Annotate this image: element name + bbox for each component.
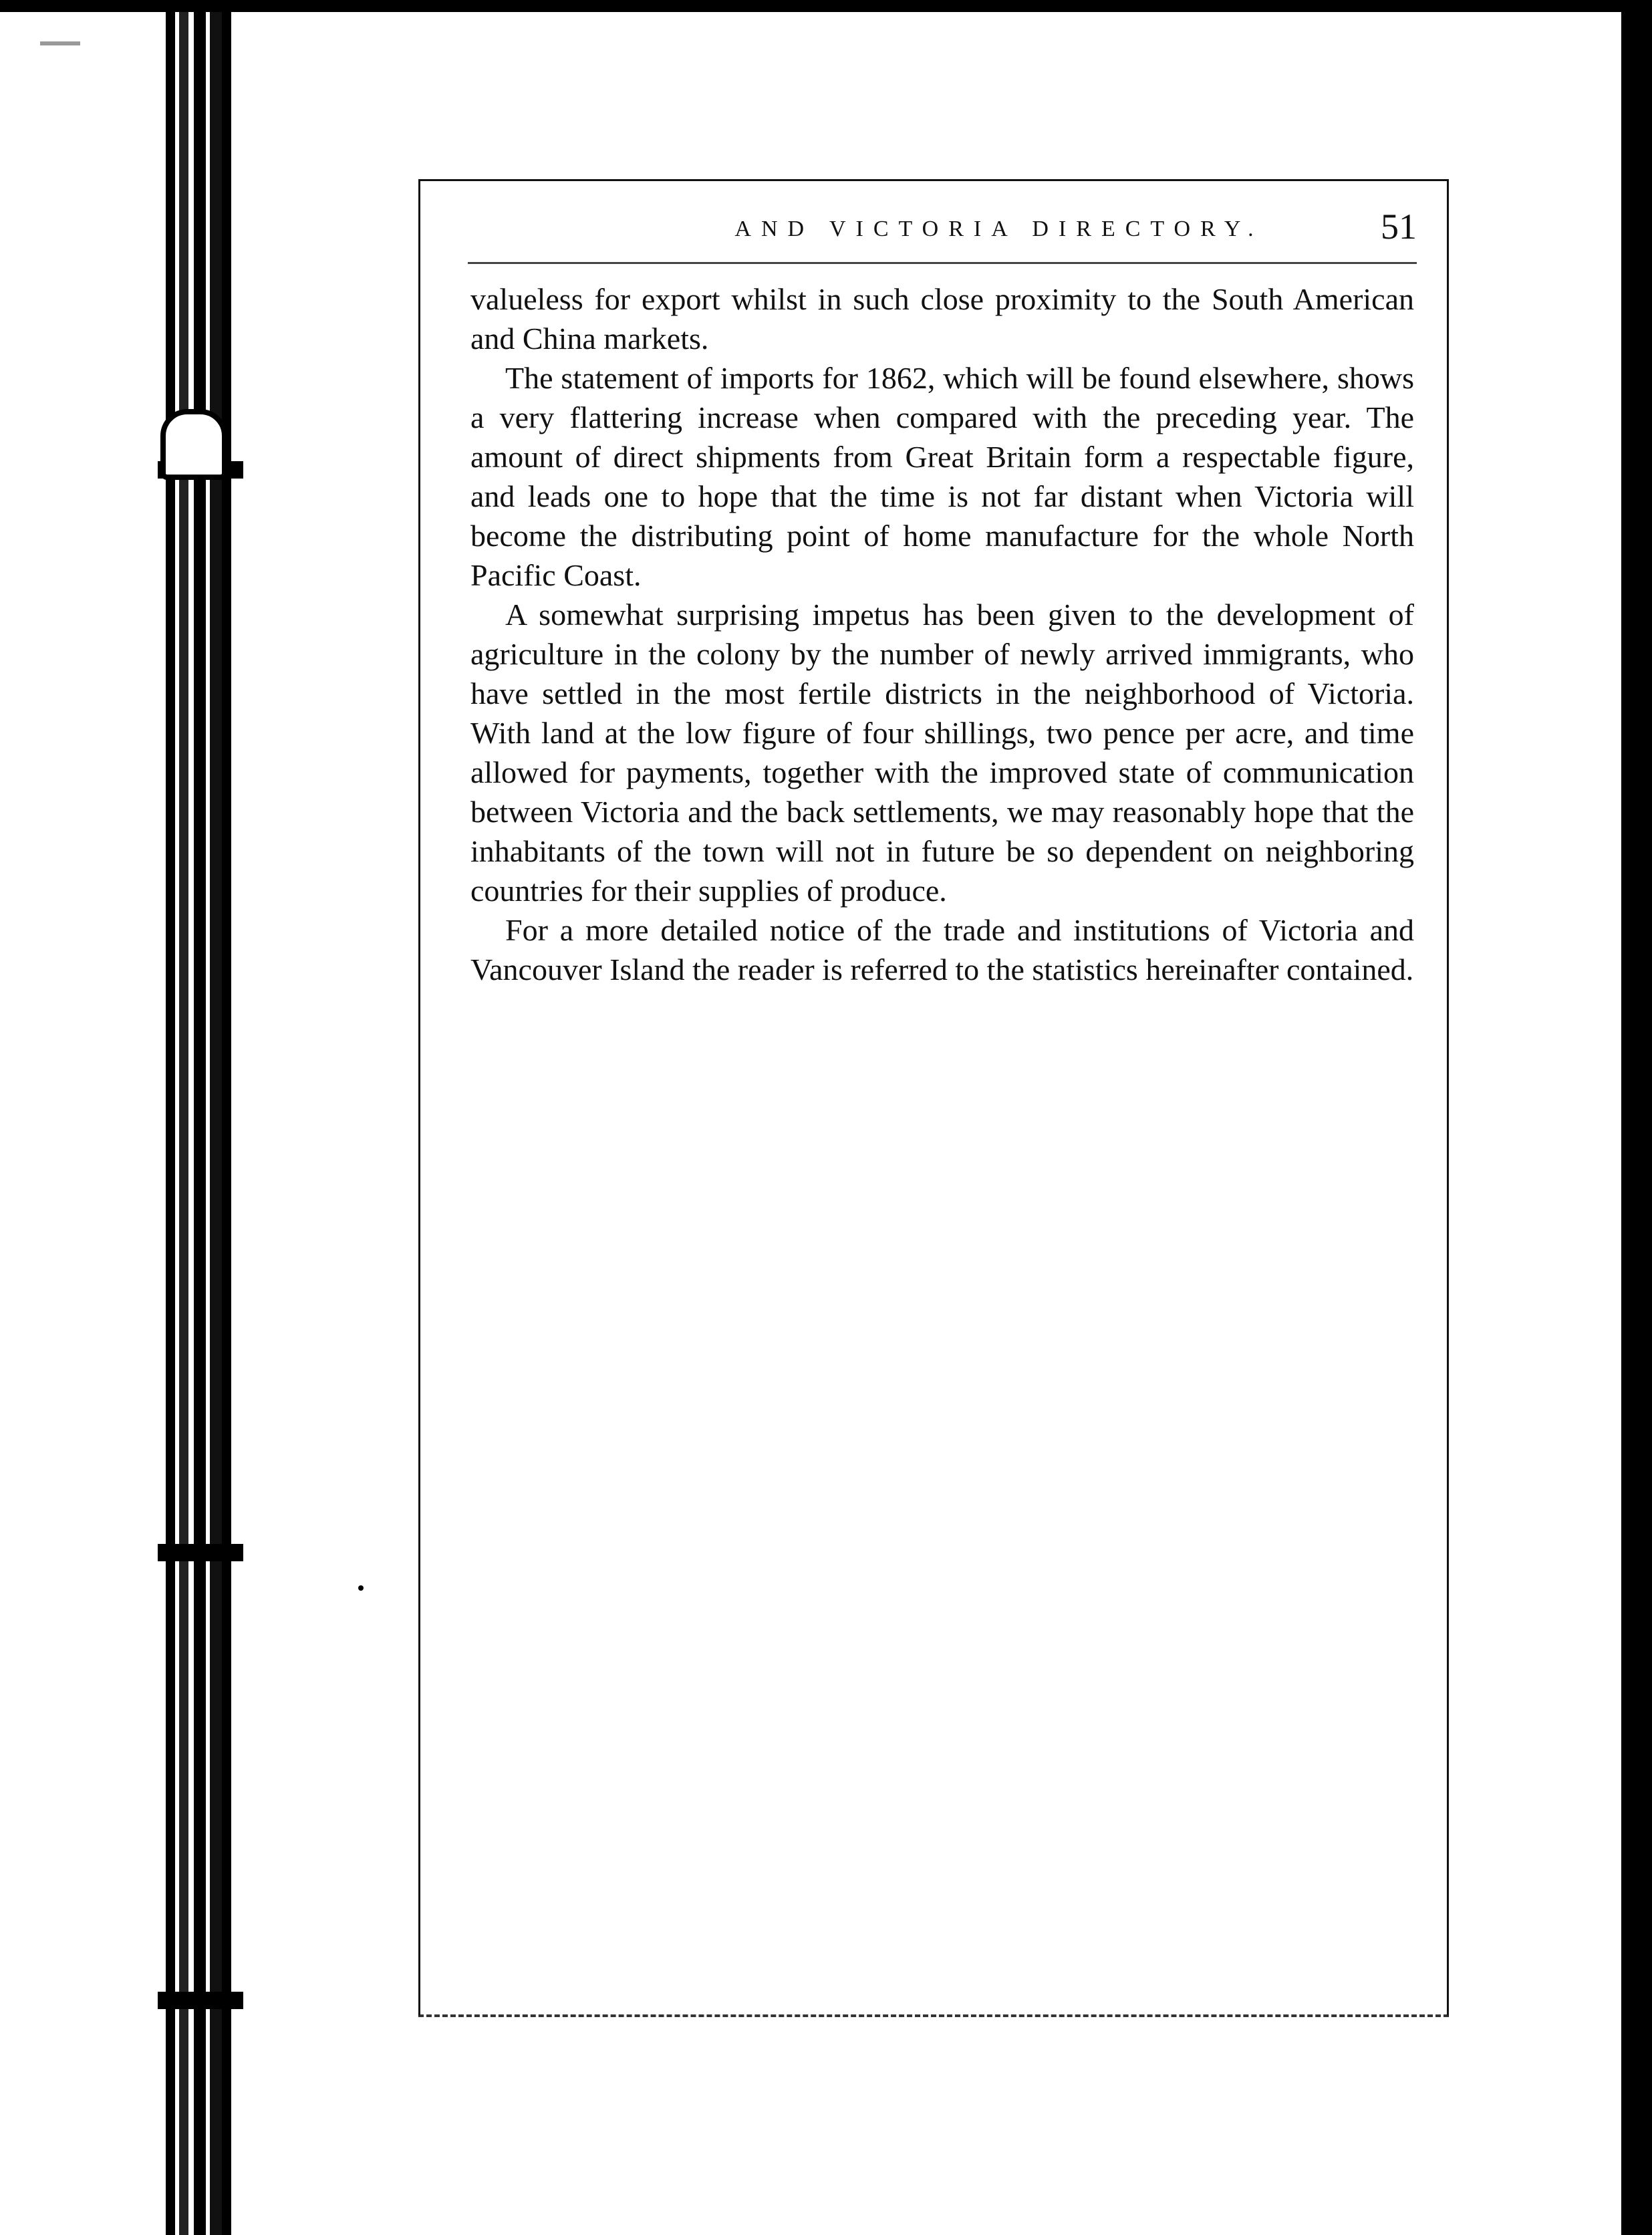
page-number: 51 xyxy=(1381,207,1417,247)
book-spine xyxy=(166,12,233,2235)
running-head xyxy=(468,206,1417,259)
running-title: AND VICTORIA DIRECTORY. xyxy=(734,217,1264,241)
paragraph: The statement of imports for 1862, which will be found elsewhere, shows a very flattering increase when compared with the preceding year. The amount of direct shipments from Great Britain form a respectable figure, and leads one to hope that the time is not far distant when Victoria will become the distributing point of home manufacture for the whole North Pacific Coast. xyxy=(470,361,1414,592)
scan-mark xyxy=(40,41,80,45)
paragraph: A somewhat surprising impetus has been given to the development of agriculture in the colony by the number of newly arrived immigrants, who have settled in the most fertile districts in the neighborhood of Victoria. With land at the low figure of four shillings, two pence per acre, and time allowed for payments, together with the improved state of communication between Victoria and the back settlements, we may reasonably hope that the inhabitants of the town will not in future be so dependent on neighboring countries for their supplies of produce. xyxy=(470,598,1414,908)
spine-binding-band xyxy=(158,1992,243,2009)
scan-dust-speck xyxy=(358,1585,364,1591)
scan-right-border xyxy=(1621,0,1652,2235)
scan-top-border xyxy=(0,0,1652,12)
paragraph: valueless for export whilst in such close proximity to the South American and China markets. xyxy=(470,282,1414,356)
header-rule xyxy=(468,262,1417,264)
spine-binding-band xyxy=(158,1544,243,1561)
body-text xyxy=(470,279,1414,989)
spine-binding-knot xyxy=(160,409,227,480)
paragraph: For a more detailed notice of the trade and institutions of Victoria and Vancouver Island the reader is referred to the statistics hereinafter contained. xyxy=(470,913,1414,987)
